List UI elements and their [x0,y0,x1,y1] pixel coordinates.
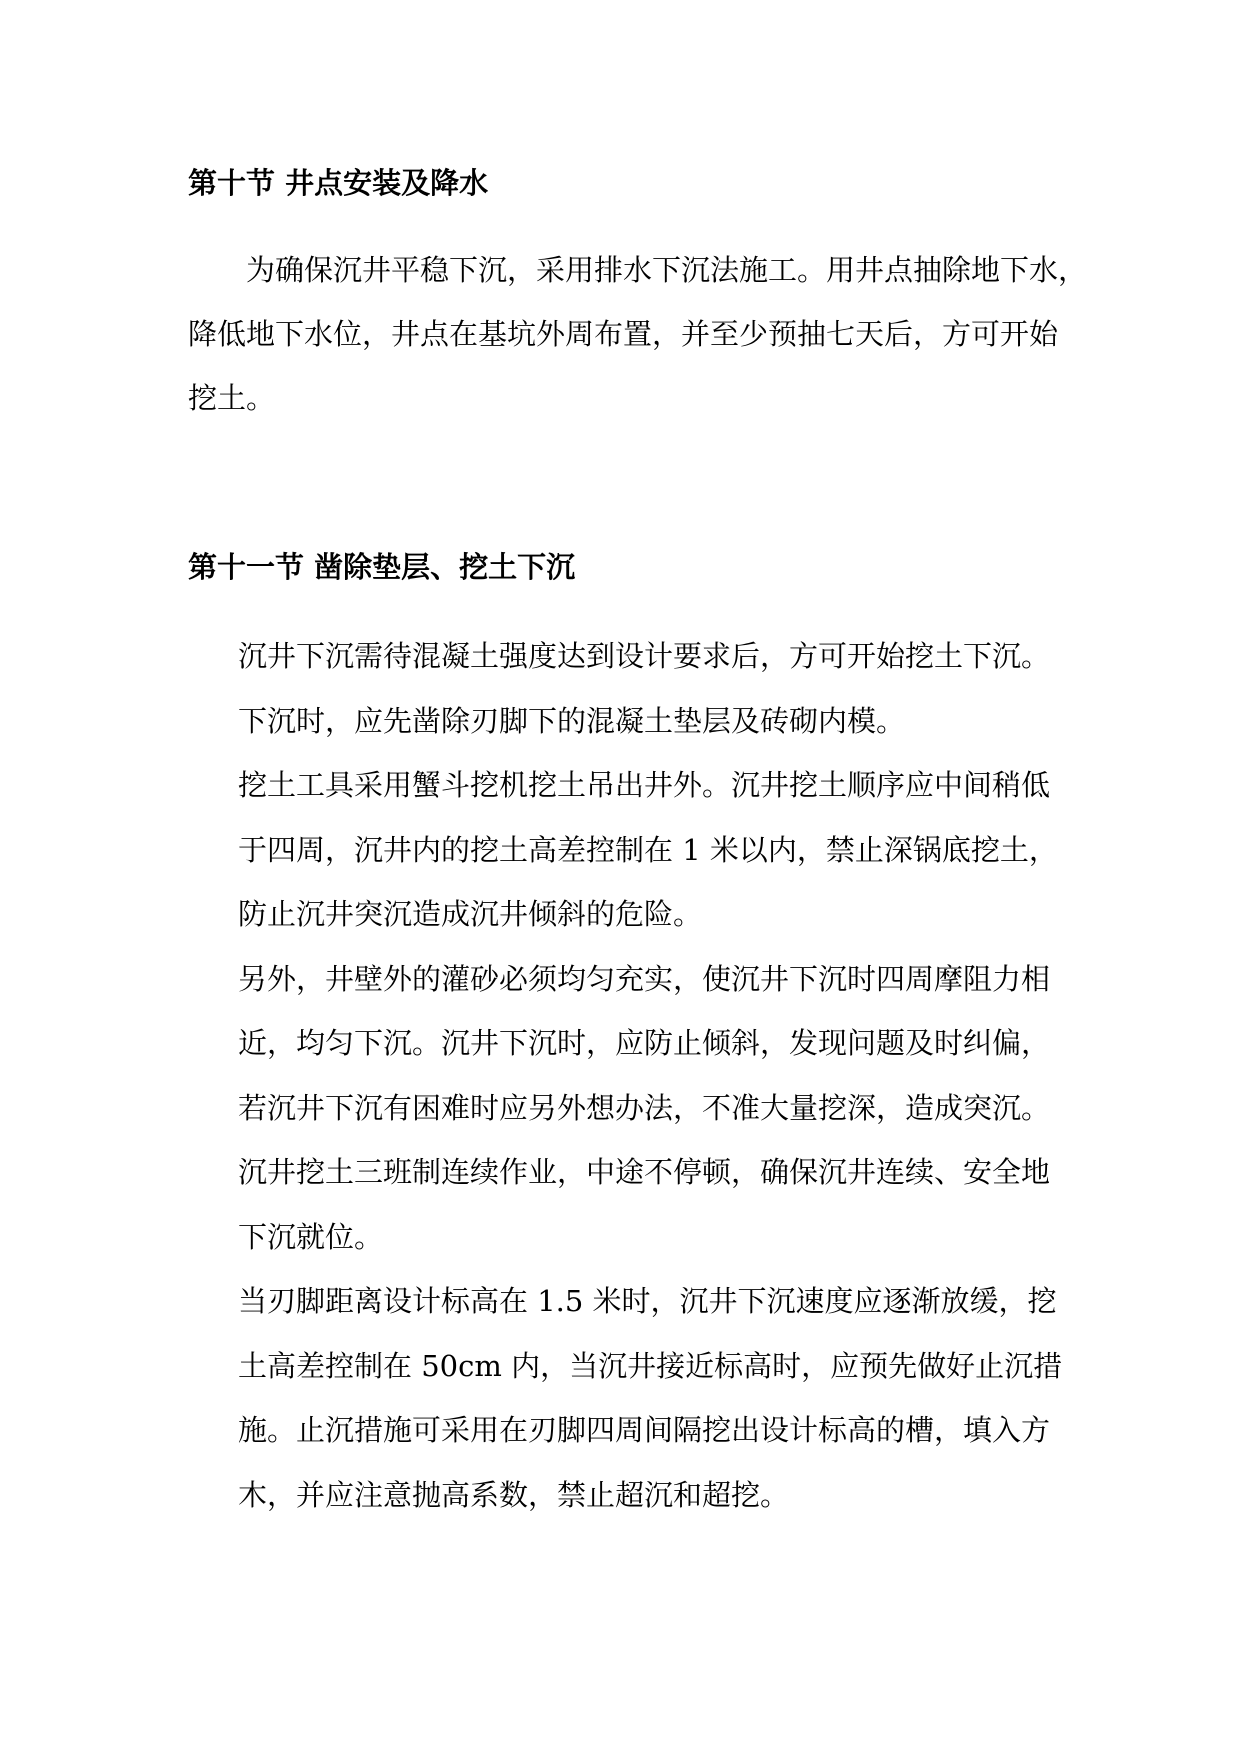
body-line: 另外，井壁外的灌砂必须均匀充实，使沉井下沉时四周摩阻力相 [238,961,1051,996]
body-line: 下沉时，应先凿除刃脚下的混凝土垫层及砖砌内模。 [238,703,906,738]
paragraph-line: 挖土。 [188,381,276,415]
section-11-body [238,624,1098,1527]
section-10-paragraph [188,238,1088,430]
paragraph-line: 降低地下水位，井点在基坑外周布置，并至少预抽七天后，方可开始 [188,317,1059,351]
section-11-heading: 第十一节 凿除垫层、挖土下沉 [188,550,576,584]
body-line: 施。止沉措施可采用在刃脚四周间隔挖出设计标高的槽，填入方 [238,1413,1051,1447]
body-line: 近，均匀下沉。沉井下沉时，应防止倾斜，发现问题及时纠偏， [238,1026,1051,1060]
body-line: 下沉就位。 [238,1219,384,1254]
body-line: 土高差控制在 50cm 内，当沉井接近标高时，应预先做好止沉措 [238,1348,1063,1383]
body-line: 当刃脚距离设计标高在 1.5 米时，沉井下沉速度应逐渐放缓，挖 [238,1284,1057,1318]
body-line: 木，并应注意抛高系数，禁止超沉和超挖。 [238,1477,790,1512]
body-line: 沉井下沉需待混凝土强度达到设计要求后，方可开始挖土下沉。 [238,639,1051,673]
section-10-heading: 第十节 井点安装及降水 [188,166,489,200]
body-line: 防止沉井突沉造成沉井倾斜的危险。 [238,897,703,931]
body-line: 挖土工具采用蟹斗挖机挖土吊出井外。沉井挖土顺序应中间稍低 [238,768,1051,802]
paragraph-line: 为确保沉井平稳下沉，采用排水下沉法施工。用井点抽除地下水， [246,253,1088,287]
body-line: 若沉井下沉有困难时应另外想办法，不准大量挖深，造成突沉。 [238,1090,1051,1125]
body-line: 于四周，沉井内的挖土高差控制在 1 米以内，禁止深锅底挖土， [238,832,1058,867]
body-line: 沉井挖土三班制连续作业，中途不停顿，确保沉井连续、安全地 [238,1155,1051,1189]
